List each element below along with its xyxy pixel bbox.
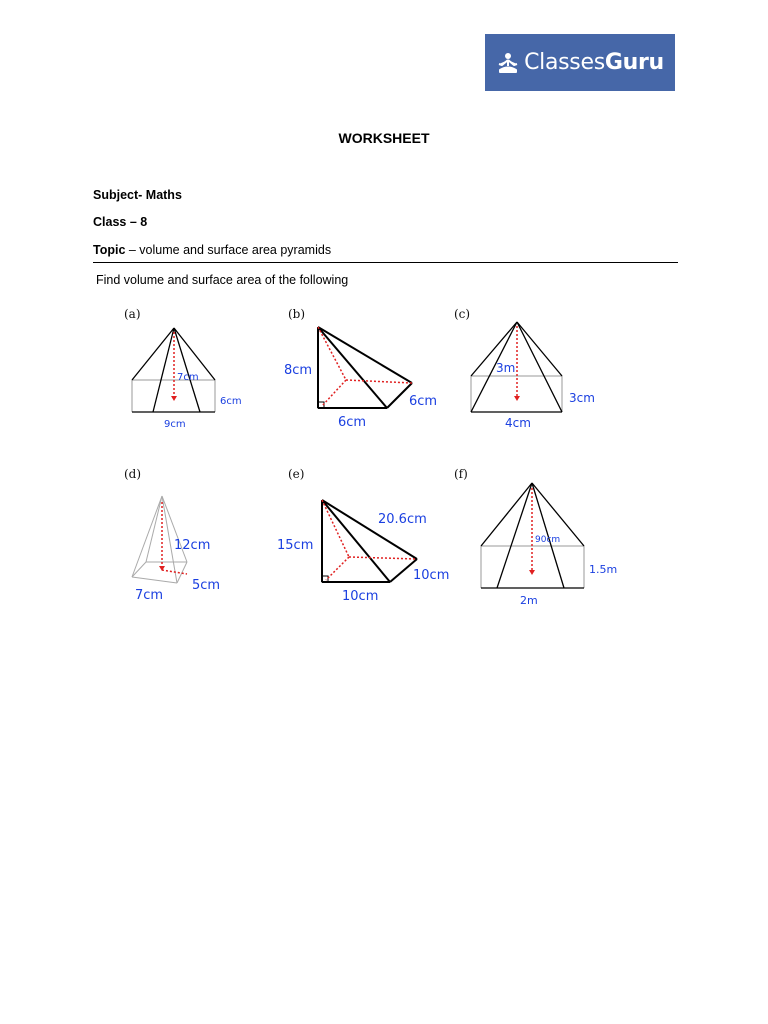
figure-c-side: 3cm (569, 391, 595, 405)
topic-line (93, 243, 331, 257)
figure-b-label: (b) (288, 307, 306, 321)
figure-a (120, 302, 260, 439)
meditation-person-icon (496, 51, 520, 75)
worksheet-title: WORKSHEET (338, 130, 430, 146)
classesguru-logo (485, 34, 675, 91)
topic-label: Topic (93, 243, 126, 257)
figure-b (282, 302, 442, 442)
figure-f-base: 2m (520, 594, 538, 607)
logo-text-part2: Guru (604, 50, 664, 75)
subject-text: Subject- Maths (93, 188, 182, 202)
instruction-text: Find volume and surface area of the following (96, 273, 349, 287)
figure-d-label: (d) (124, 467, 142, 481)
class-text: Class – 8 (93, 215, 148, 229)
figure-a-height: 7cm (177, 372, 199, 383)
figure-e-side: 10cm (413, 568, 450, 583)
figure-d-height: 12cm (174, 538, 211, 553)
figure-f-drawing (450, 462, 620, 607)
figure-c-base: 4cm (505, 416, 531, 430)
logo-text-part1: Classes (524, 50, 605, 75)
figure-a-drawing (120, 302, 260, 434)
figure-e-slant: 20.6cm (378, 512, 427, 527)
figure-b-height: 8cm (284, 363, 313, 378)
figure-e (277, 462, 462, 612)
topic-text: – volume and surface area pyramids (125, 243, 332, 257)
subject-line (93, 188, 182, 202)
figure-f-height: 90cm (535, 535, 561, 545)
figure-c-height: 3m (496, 361, 516, 375)
figure-d-side: 5cm (192, 578, 221, 593)
figure-b-side: 6cm (409, 394, 438, 409)
figure-e-height: 15cm (277, 538, 314, 553)
figure-d-drawing (120, 462, 250, 602)
figure-e-base: 10cm (342, 589, 379, 604)
figure-f (450, 462, 620, 612)
figure-e-drawing (277, 462, 462, 607)
figure-a-base: 9cm (164, 419, 186, 430)
class-line (93, 215, 147, 229)
figure-d (120, 462, 250, 607)
figure-b-drawing (282, 302, 442, 437)
figure-c-drawing (450, 302, 610, 434)
header-rule (93, 262, 678, 263)
figure-a-side: 6cm (220, 396, 242, 407)
figure-b-base: 6cm (338, 415, 367, 430)
figure-a-label: (a) (124, 307, 141, 321)
figure-e-label: (e) (288, 467, 305, 481)
figure-c (450, 302, 610, 439)
figure-c-label: (c) (454, 307, 471, 321)
figure-d-base: 7cm (135, 588, 164, 603)
figure-f-label: (f) (454, 467, 468, 481)
figure-f-side: 1.5m (589, 563, 618, 576)
